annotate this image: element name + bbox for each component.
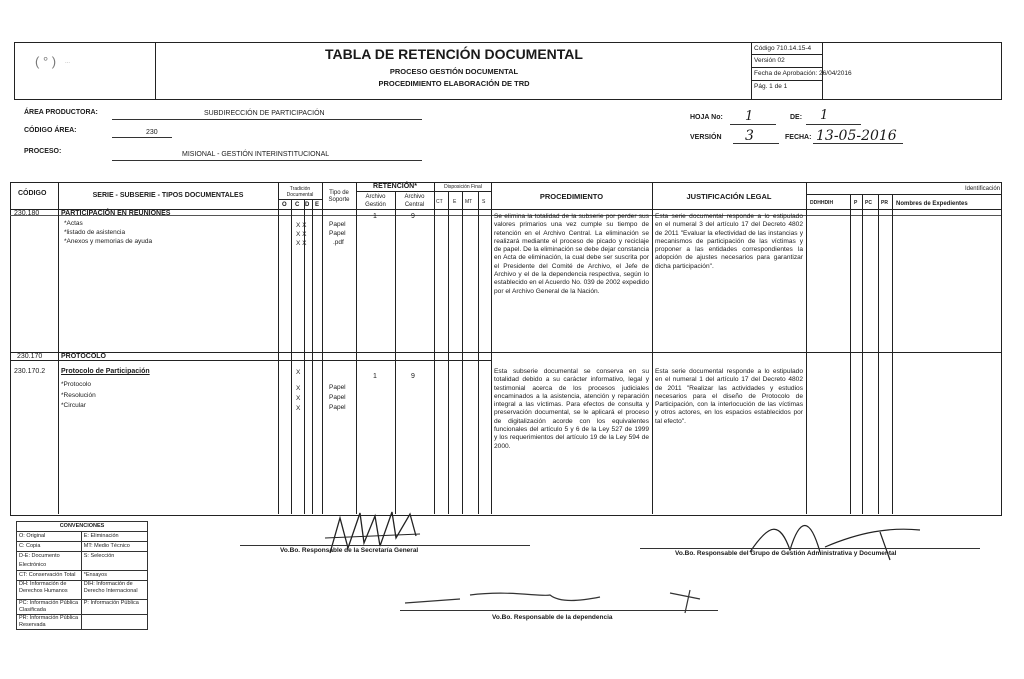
fecha-value: 13-05-2016 (816, 128, 897, 144)
logo-text: ... (65, 59, 71, 65)
col-header-pr: PR (881, 200, 888, 206)
conv-cell: P: Información Pública (81, 600, 147, 615)
col-header-archivo-central: Archivo Central (404, 194, 425, 208)
row2-mark-2: X (296, 385, 301, 392)
hoja-value: 1 (745, 109, 754, 124)
col-header-e: E (315, 202, 320, 208)
codigo-area-label: CÓDIGO ÁREA: (24, 127, 77, 134)
conv-cell: C: Copia (17, 542, 82, 552)
signature-label-2: Vo.Bo. Responsable del Grupo de Gestión Administrativa y Documental (675, 550, 897, 557)
row2-justificacion: Esta serie documental responde a lo estipulado en el numeral 1 del artículo 17 del Decreto 4802 de 2011 "Realizar las actividades y estudios necesarios para el diseño de Protocolo de Participación, con la interlocución de las víctimas y otros actores, en los espacios establecidos por tal efecto". (655, 368, 803, 425)
conv-cell: PR: Información Pública Reservada (17, 615, 82, 630)
row1-procedimiento: Se elimina la totalidad de la subserie por perder sus valores primarios una vez cumple su tiempo de retención en el Archivo Central. La eliminación se realizará mediante el proceso de picado y reciclaje de papel. De la eliminación se debe dejar constancia en Acta de eliminación, la cual debe ser suscrita por el Presidente del Comité de Archivo, el Jefe de Archivo y el de la dependencia respectiva, según lo establecido en el Acuerdo No. 039 de 2002 expedido por el Archivo General de la Nación. (494, 213, 649, 295)
row2-subserie: Protocolo de Participación (61, 368, 150, 375)
col-header-serie: SERIE - SUBSERIE - TIPOS DOCUMENTALES (92, 192, 244, 199)
doc-control-cell (751, 43, 1002, 99)
conv-cell: *Ensayos (81, 571, 147, 581)
conv-cell: O: Original (17, 532, 82, 542)
row2-tipo-2: *Resolución (61, 392, 96, 399)
doc-approval-date: Fecha de Aprobación: 26/04/2016 (754, 70, 852, 77)
version-label: VERSIÓN (690, 134, 722, 141)
row2-procedimiento: Esta subserie documental se conserva en su totalidad debido a su carácter informativo, legal y testimonial acerca de los procesos judiciales encaminados a la asistencia, atención y reparación integral a las víctimas. Para efectos de consulta y preservación documental, se le aplicará el proceso de digitalización acorde con los equivalentes funcionales del artículo 5 y 6 de la Ley 527 de 1999 y los requerimientos del artículo 19 de la Ley 594 de 2000. (494, 368, 649, 450)
conv-cell: D-E: Documento Electrónico (17, 552, 82, 571)
area-value: SUBDIRECCIÓN DE PARTICIPACIÓN (204, 110, 325, 117)
signature-label-1: Vo.Bo. Responsable de la Secretaría General (280, 547, 419, 554)
row2-sub-codigo: 230.170.2 (14, 368, 46, 375)
row1-soporte-2: Papel (329, 230, 346, 237)
codigo-area-value: 230 (146, 129, 158, 136)
row1-mark-1: X X (296, 222, 307, 229)
hoja-label: HOJA No: (690, 114, 723, 121)
de-value: 1 (820, 108, 829, 123)
document-header (14, 42, 1002, 100)
col-header-ct: CT (436, 199, 443, 205)
col-header-ddhh: DDHHDIH (810, 200, 834, 206)
conventions-table (16, 521, 148, 630)
row2-gestion: 1 (373, 373, 377, 380)
col-header-tradicion: Tradición Documental (286, 186, 314, 198)
conv-cell (81, 615, 147, 630)
row1-codigo: 230.180 (14, 210, 40, 217)
area-label: ÁREA PRODUCTORA: (24, 109, 98, 116)
row1-mark-3: X X (296, 240, 307, 247)
conv-cell: PC: Información Pública Clasificada (17, 600, 82, 615)
row1-soporte-3: .pdf (333, 239, 344, 246)
row2-soporte-3: Papel (329, 404, 346, 411)
col-header-mt: MT (465, 199, 473, 205)
row2-tipo-3: *Circular (61, 402, 86, 409)
row1-tipo-2: *listado de asistencia (64, 229, 126, 236)
row2-mark-4: X (296, 405, 301, 412)
col-header-retencion: RETENCIÓN* (373, 183, 417, 190)
fecha-label: FECHA: (785, 134, 812, 141)
col-header-archivo-gestion: Archivo Gestión (365, 194, 386, 208)
col-header-justificacion: JUSTIFICACIÓN LEGAL (686, 192, 772, 201)
col-header-disposicion: Disposición Final (444, 184, 482, 190)
col-header-e-disp: E (453, 199, 457, 205)
row1-mark-2: X X (296, 231, 307, 238)
row2-tipo-1: *Protocolo (61, 381, 91, 388)
row2-central: 9 (411, 373, 415, 380)
signature-label-3: Vo.Bo. Responsable de la dependencia (492, 614, 613, 621)
title-cell (155, 43, 752, 99)
row2-mark-1: X (296, 369, 301, 376)
col-header-pc: PC (865, 200, 872, 206)
doc-page: Pág. 1 de 1 (754, 83, 788, 90)
conventions-title: CONVENCIONES (17, 522, 148, 532)
row1-tipo-3: *Anexos y memorias de ayuda (64, 238, 153, 245)
col-header-s: S (482, 199, 486, 205)
doc-version: Versión 02 (754, 57, 785, 64)
row1-serie: PARTICIPACIÓN EN REUNIONES (61, 210, 171, 217)
proceso-label: PROCESO: (24, 148, 62, 155)
conv-cell: S: Selección (81, 552, 147, 571)
col-header-d: D (305, 202, 310, 208)
col-header-procedimiento: PROCEDIMIENTO (539, 192, 604, 201)
version-value: 3 (745, 128, 754, 144)
doc-subtitle-2: PROCEDIMIENTO ELABORACIÓN DE TRD (378, 79, 530, 88)
doc-subtitle-1: PROCESO GESTIÓN DOCUMENTAL (389, 67, 519, 76)
row1-tipo-1: *Actas (64, 220, 83, 227)
row2-serie: PROTOCOLO (61, 353, 106, 360)
col-header-codigo: CÓDIGO (18, 190, 47, 197)
doc-code: Código 710.14.15-4 (754, 45, 812, 52)
row1-soporte-1: Papel (329, 221, 346, 228)
row1-justificacion: Esta serie documental responde a lo estipulado en el numeral 3 del artículo 17 del Decreto 4802 de 2011 "Evaluar la efectividad de las instancias y mecanismos de participación de las víctimas y proponer a las entidades correspondientes la adopción de ajustes necesarios para garantizar dicha participación". (655, 213, 803, 270)
col-header-p: P (854, 200, 858, 206)
conv-cell: DIH: Información de Derecho Internacional (81, 581, 147, 600)
row2-soporte-2: Papel (329, 394, 346, 401)
conv-cell: E: Eliminación (81, 532, 147, 542)
col-header-identificacion: Identificación (964, 186, 1000, 192)
col-header-expedientes: Nombres de Expedientes (896, 201, 968, 207)
de-label: DE: (790, 114, 803, 121)
row2-codigo: 230.170 (17, 353, 43, 360)
col-header-c: C (295, 202, 300, 208)
doc-title: TABLA DE RETENCIÓN DOCUMENTAL (325, 46, 583, 62)
logo-cell (15, 43, 155, 99)
row2-soporte-1: Papel (329, 384, 346, 391)
conv-cell: MT: Medio Técnico (81, 542, 147, 552)
col-header-soporte: Tipo de Soporte (328, 190, 350, 203)
proceso-value: MISIONAL - GESTIÓN INTERINSTITUCIONAL (182, 151, 330, 158)
row1-central: 9 (411, 213, 415, 220)
row2-mark-3: X (296, 395, 301, 402)
conv-cell: CT: Conservación Total (17, 571, 82, 581)
row1-gestion: 1 (373, 213, 377, 220)
conv-cell: DH: Información de Derechos Humanos (17, 581, 82, 600)
col-header-o: O (282, 202, 287, 208)
logo-icon: ( ° ) (35, 54, 57, 69)
